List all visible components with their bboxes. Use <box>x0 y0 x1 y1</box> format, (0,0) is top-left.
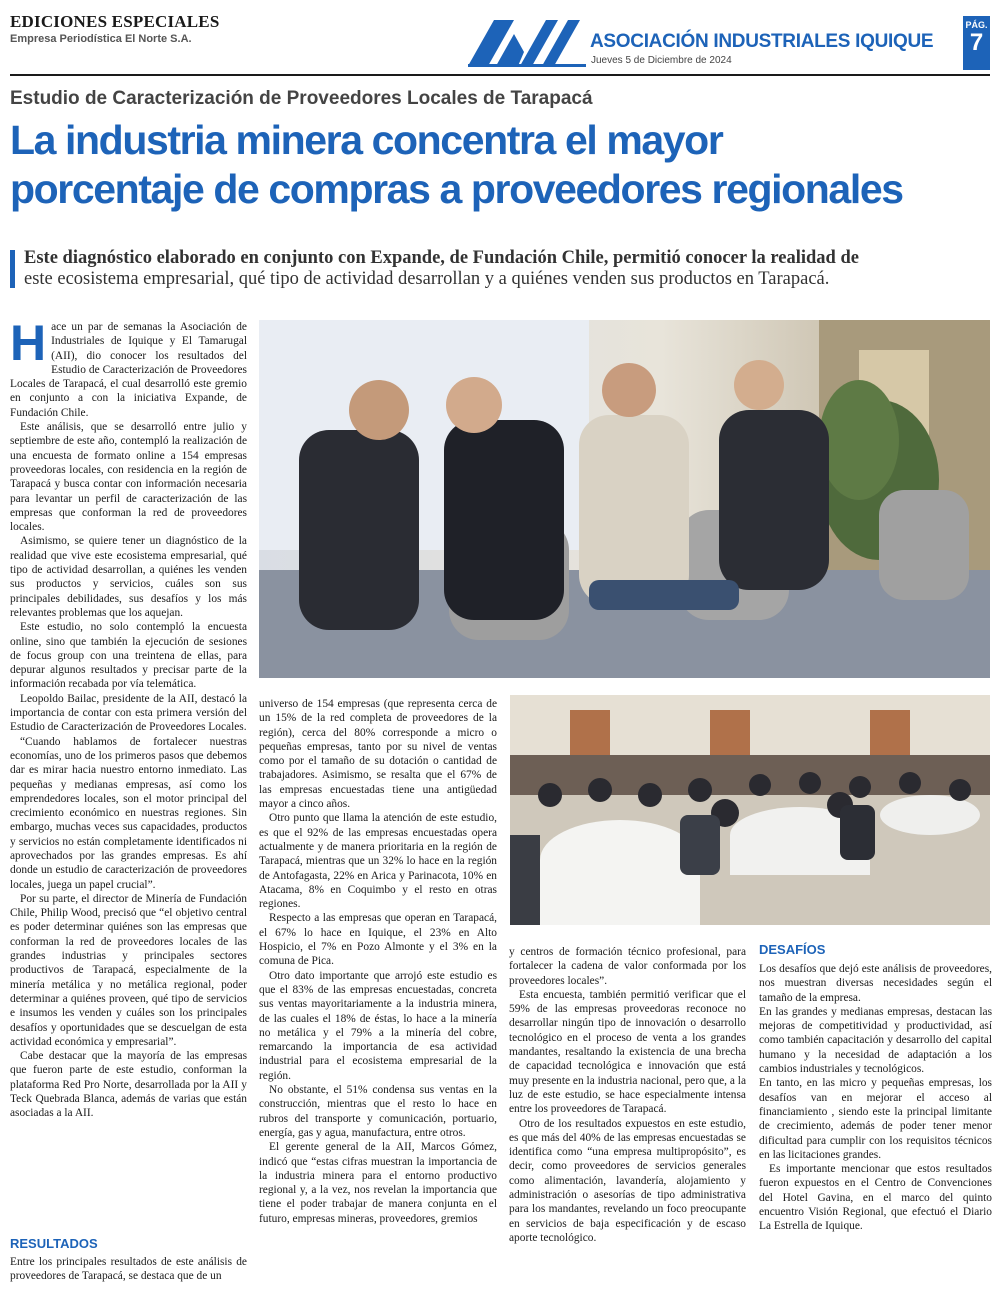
publication-date: Jueves 5 de Diciembre de 2024 <box>591 55 732 66</box>
edition-masthead <box>10 12 220 45</box>
article-headline <box>10 116 995 214</box>
article-column-1 <box>10 315 247 1121</box>
page-label: PÁG. <box>965 20 988 30</box>
article-deck <box>24 248 994 290</box>
paragraph: Asimismo, se quiere tener un diagnóstico de la realidad que vive este ecosistema empresarial, qué tipo de actividad desarrollan, a quiénes les venden sus productos y servicios, cuáles son sus principales debilidades, sus desafíos y los más relevantes problemas que los aquejan. <box>10 535 247 619</box>
paragraph: Este estudio, no solo contempló la encuesta online, sino que también la ejecución de sesiones de focus group con una treintena de ellas, para depurar algunos resultados y precisar parte de la información recabada por vía telemática. <box>10 621 247 691</box>
article-column-4 <box>759 962 992 1234</box>
paragraph: Leopoldo Bailac, presidente de la AII, destacó la importancia de contar con esta primera versión del Estudio de Caracterización de Proveedores Locales. <box>10 692 247 734</box>
page-number-badge <box>963 16 990 70</box>
audience-photo <box>510 695 990 925</box>
publisher-name: Empresa Periodística El Norte S.A. <box>10 33 192 45</box>
article-kicker: Estudio de Caracterización de Proveedores Locales de Tarapacá <box>10 88 593 109</box>
page-number: 7 <box>969 29 984 56</box>
article-column-3 <box>509 945 746 1245</box>
paragraph: Entre los principales resultados de este análisis de proveedores de Tarapacá, se destaca que de un <box>10 1256 247 1283</box>
drop-cap: H <box>10 315 47 371</box>
paragraph: Otro punto que llama la atención de este estudio, es que el 92% de las empresas encuestadas opera actualmente y de manera prioritaria en la región de Tarapacá, mientras que un 32% lo hace en la región de Antofagasta, 22% en Arica y Parinacota, 10% en Atacama, 8% en Coquimbo y el resto en otras regiones. <box>259 812 497 911</box>
aii-logo-icon <box>468 18 586 68</box>
section-heading-resultados: RESULTADOS <box>10 1236 98 1251</box>
paragraph: En las grandes y medianas empresas, destacan las mejoras de competitividad y productividad, así como también capacitación y desarrollo del capital humano y la necesidad de adaptación a los cambios industriales y tecnológicos. <box>759 1005 992 1076</box>
paragraph: En tanto, en las micro y pequeñas empresas, los desafíos van en mejorar el acceso al financiamiento , siendo este la principal limitante de crecimiento, además de poder tener menor dificultad para cumplir con los requisitos técnicos en las licitaciones grandes. <box>759 1077 992 1161</box>
deck-accent-bar <box>10 250 15 288</box>
headline-line-2: porcentaje de compras a proveedores regionales <box>10 166 903 212</box>
paragraph: Esta encuesta, también permitió verificar que el 59% de las empresas proveedoras reconoce no desarrollar ningún tipo de innovación o desarrollo tecnológico en el proceso de venta a los grandes mandantes, resaltando la existencia de una brecha de capacidad tecnológica e innovación que está muy presente en la industria nacional, pero que, a la luz de este estudio, se hace especialmente intensa entre los proveedores de Tarapacá. <box>509 988 746 1116</box>
deck-bold-line: Este diagnóstico elaborado en conjunto con Expande, de Fundación Chile, permitió conocer la realidad de <box>24 248 859 268</box>
paragraph: Otro de los resultados expuestos en este estudio, es que más del 40% de las empresas encuestadas se identifica como “una empresa multipropósito”, es decir, como proveedores de servicios generales como alimentación, lavandería, alojamiento y administración o asesorías de tipo administrativa para los mandantes, revelando un foco preocupante en servicios de baja especificación y de escaso aporte tecnológico. <box>509 1117 746 1244</box>
deck-regular-line: este ecosistema empresarial, qué tipo de actividad desarrollan y a quiénes venden sus productos en Tarapacá. <box>24 269 830 289</box>
paragraph: Otro dato importante que arrojó este estudio es que el 83% de las empresas encuestadas, concreta sus ventas mayoritariamente a la industria minera, de las cuales el 18% de éstas, lo hace a la minería no metálica y el 79% a la minería del cobre, remarcando la importancia de esa actividad industrial para el ecosistema empresarial de la región. <box>259 969 497 1082</box>
paragraph: Este análisis, que se desarrolló entre julio y septiembre de este año, contempló la realización de una encuesta de formato online a 154 empresas proveedoras locales, con residencia en la región de Tarapacá y busca contar con información necesaria para levantar un perfil de caracterización de las empresas que conforman la red de proveedores locales. <box>10 421 247 534</box>
paragraph: y centros de formación técnico profesional, para fortalecer la cadena de valor conformada por los proveedores locales”. <box>509 946 746 987</box>
paragraph: No obstante, el 51% condensa sus ventas en la construcción, mientras que el resto lo hace en rubros del transporte y comunicación, portuario, energía, gas y agua, manufactura, entre otros. <box>259 1084 497 1139</box>
paragraph: Respecto a las empresas que operan en Tarapacá, el 67% lo hace en Iquique, el 23% en Alto Hospicio, el 7% en Pozo Almonte y el 3% en la comuna de Pica. <box>259 912 497 968</box>
paragraph: universo de 154 empresas (que representa cerca de un 15% de la red completa de proveedores de la región), cerca del 80% corresponde a micro o pequeñas empresas, tanto por su nivel de ventas como por el tamaño de su dotación o cantidad de trabajadores. Asimismo, se resalta que el 67% de las empresas encuestadas tiene una antigüedad mayor a cinco años. <box>259 698 497 811</box>
organization-name: ASOCIACIÓN INDUSTRIALES IQUIQUE <box>590 31 934 52</box>
edition-title: EDICIONES ESPECIALES <box>10 12 220 31</box>
section-heading-desafios: DESAFÍOS <box>759 942 826 957</box>
headline-line-1: La industria minera concentra el mayor <box>10 117 723 163</box>
paragraph: “Cuando hablamos de fortalecer nuestras economías, uno de los primeros pasos que debemos dar es mirar hacia nuestro entorno inmediato. Las pequeñas y medianas empresas, así como los emprendedores locales, son el motor principal del crecimiento económico en nuestras regiones. Sin embargo, muchas veces sus capacidades, productos y servicios no están completamente identificados ni aprovechados por las grandes empresas. Es ahí donde un estudio de caracterización de proveedores locales, juega un papel crucial”. <box>10 735 247 891</box>
paragraph: Cabe destacar que la mayoría de las empresas que fueron parte de este estudio, conforman la plataforma Red Pro Norte, desarrollada por la AII y Teck Quebrada Blanca, además de varias que están asociadas a la AII. <box>10 1050 247 1120</box>
paragraph: Por su parte, el director de Minería de Fundación Chile, Philip Wood, precisó que “el objetivo central es poder determinar quiénes son las empresas que conforman la red de proveedores locales de las grandes industrias y principales sectores productivos de Tarapacá, especialmente de la minería metálica y no metálica regional, poder determinar a quiénes proveen, qué tipo de servicios e insumos les venden y cuáles son los principales desafíos y oportunidades que se descuelgan de esta actividad económica y empresarial”. <box>10 892 247 1048</box>
paragraph: Los desafíos que dejó este análisis de proveedores, nos muestran diversas necesidades según el tamaño de la empresa. <box>759 963 992 1004</box>
paragraph: El gerente general de la AII, Marcos Gómez, indicó que “estas cifras muestran la importancia de la industria minera para el entorno productivo regional y, a la vez, nos revelan la importancia que tiene el poder trabajar de manera conjunta en el futuro, empresas mineras, proveedores, gremios <box>259 1141 497 1225</box>
paragraph: Es importante mencionar que estos resultados fueron expuestos en el Centro de Convenciones del Hotel Gavina, en el marco del quinto encuentro Visión Regional, que efectuó el Diario La Estrella de Iquique. <box>759 1163 992 1233</box>
panel-discussion-photo <box>259 320 990 678</box>
paragraph: Hace un par de semanas la Asociación de Industriales de Iquique y El Tamarugal (AII), dio conocer los resultados del Estudio de Caracterización de Proveedores Locales de Tarapacá, el cual desarrolló este gremio en conjunto a con la iniciativa Expande, de Fundación Chile. <box>10 315 247 419</box>
article-column-1-tail <box>10 1255 247 1284</box>
article-column-2 <box>259 697 497 1226</box>
header-divider <box>10 74 990 76</box>
